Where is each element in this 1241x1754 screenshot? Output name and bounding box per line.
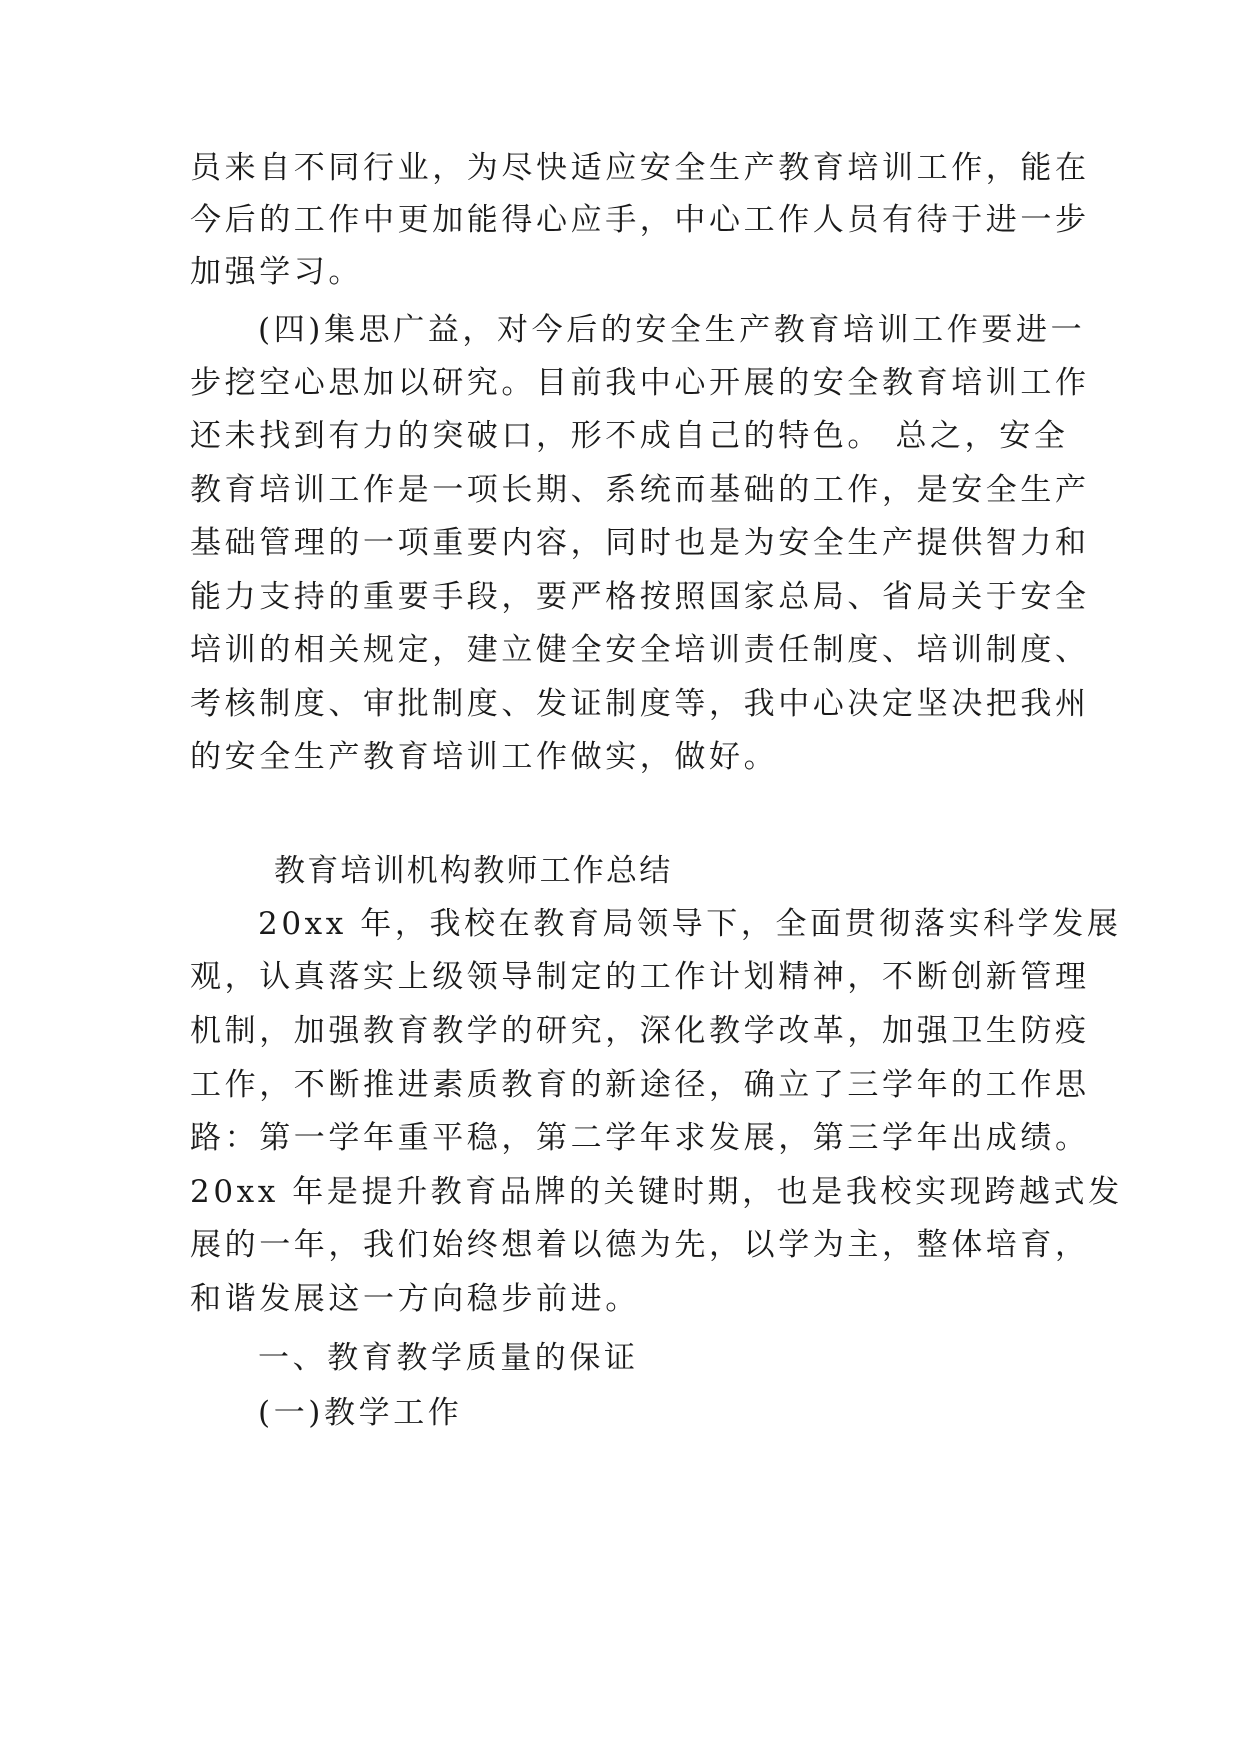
text-line: 教育培训工作是一项长期、系统而基础的工作，是安全生产 [190,472,1090,508]
text-line: 今后的工作中更加能得心应手，中心工作人员有待于进一步 [190,202,1090,238]
section-title: 教育培训机构教师工作总结 [274,853,673,889]
text-line: 路：第一学年重平稳，第二学年求发展，第三学年出成绩。 [190,1120,1090,1156]
text-line: 步挖空心思加以研究。目前我中心开展的安全教育培训工作 [190,365,1090,401]
text-line: (四)集思广益，对今后的安全生产教育培训工作要进一 [258,312,1086,348]
text-line: 能力支持的重要手段，要严格按照国家总局、省局关于安全 [190,579,1090,615]
text-line: 观，认真落实上级领导制定的工作计划精神，不断创新管理 [190,959,1090,995]
section-heading: 一、教育教学质量的保证 [258,1340,639,1376]
text-line: 机制，加强教育教学的研究，深化教学改革，加强卫生防疫 [190,1013,1090,1049]
text-line: 考核制度、审批制度、发证制度等，我中心决定坚决把我州 [190,686,1090,722]
text-line: 展的一年，我们始终想着以德为先，以学为主，整体培育， [190,1227,1090,1263]
text-line: 基础管理的一项重要内容，同时也是为安全生产提供智力和 [190,525,1090,561]
text-line: 员来自不同行业，为尽快适应安全生产教育培训工作，能在 [190,150,1090,186]
text-line: 还未找到有力的突破口，形不成自己的特色。 总之，安全 [190,418,1069,454]
text-line: 加强学习。 [190,254,363,290]
text-line: 培训的相关规定，建立健全安全培训责任制度、培训制度、 [190,632,1090,668]
subsection-heading: (一)教学工作 [258,1395,463,1431]
text-line: 工作，不断推进素质教育的新途径，确立了三学年的工作思 [190,1067,1090,1103]
text-line: 20xx 年是提升教育品牌的关键时期，也是我校实现跨越式发 [190,1174,1123,1210]
text-line: 和谐发展这一方向稳步前进。 [190,1281,640,1317]
text-line: 的安全生产教育培训工作做实，做好。 [190,739,779,775]
text-line: 20xx 年，我校在教育局领导下，全面贯彻落实科学发展 [258,906,1122,942]
